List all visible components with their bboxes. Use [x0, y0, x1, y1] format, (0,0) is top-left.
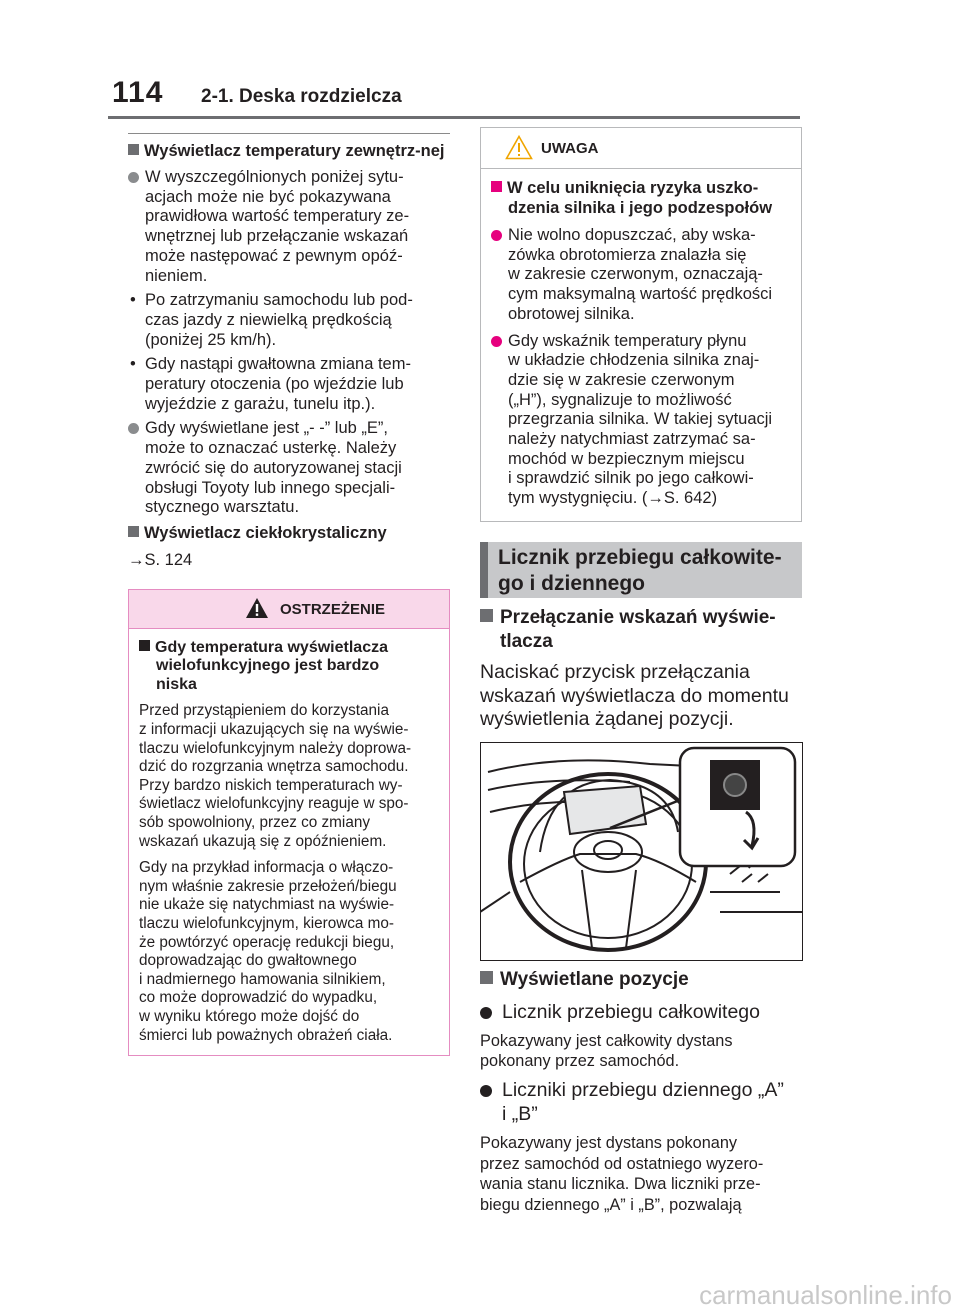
- page-number: 114: [112, 76, 164, 109]
- odometer-item: Licznik przebiegu całkowitego: [480, 1001, 802, 1025]
- bullet-icon: •: [130, 355, 136, 374]
- square-bullet-icon: [128, 144, 139, 155]
- warning-box: [128, 589, 450, 1056]
- trip-meter-item: Liczniki przebiegu dziennego „A” i „B”: [480, 1079, 802, 1126]
- square-bullet-icon: [480, 971, 493, 984]
- warning-body: [129, 629, 449, 1055]
- caution-header: [481, 128, 801, 169]
- displayed-items-heading: Wyświetlane pozycje: [480, 968, 802, 992]
- switch-display-paragraph: Naciskać przycisk przełączania wskazań wyświetlacza do momentu wyświetlenia żądanej pozycji.: [480, 661, 789, 730]
- outside-temp-section: [128, 133, 450, 570]
- square-bullet-icon: [139, 640, 150, 651]
- warning-paragraph-2: Gdy na przykład informacja o włączo- nym właśnie zakresie przełożeń/biegu nie ukaże się natychmiast na wyświe- tlaczu wielofunkcyjnym, kierowca mo- że powtórzyć operację redukcji biegu, doprowadzając do gwałtownego i nadmiernego hamowania silnikiem, co może doprowadzić do wypadku, w wyniku którego może dojść do śmierci lub poważnych obrażeń ciała.: [139, 859, 397, 1044]
- dot-bullet-icon: [491, 336, 502, 347]
- section-title: 2-1. Deska rozdzielcza: [201, 86, 402, 107]
- displayed-items-section: [480, 968, 802, 1216]
- odometer-section: [480, 606, 802, 732]
- caution-heading: W celu uniknięcia ryzyka uszko- dzenia silnika i jego podzespołów: [491, 179, 791, 218]
- warning-paragraph-1: Przed przystąpieniem do korzystania z informacji ukazujących się na wyświe- tlaczu wielofunkcyjnym należy doprowa- dzić do rozgrzania wnętrza samochodu. Przy bardzo niskich temperaturach wy- świetlacz wielofunkcyjny reaguje w spo- sób spowolniony, przez co zmiany wskazań ukazują się z opóźnieniem.: [139, 702, 412, 850]
- trip-meter-description: Pokazywany jest dystans pokonany przez samochód od ostatniego wyzero- wania stanu licznika. Dwa liczniki prze- biegu dziennego „A” i „B”, pozwalają: [480, 1134, 764, 1215]
- warning-title: OSTRZEŻENIE: [280, 600, 386, 618]
- outside-temp-heading: Wyświetlacz temperatury zewnętrz-nej: [128, 142, 450, 161]
- steering-wheel-illustration: [480, 742, 803, 961]
- lcd-heading: Wyświetlacz ciekłokrystaliczny: [128, 524, 450, 543]
- square-bullet-icon: [128, 526, 139, 537]
- odometer-section-heading: Licznik przebiegu całkowite- go i dziennego: [480, 542, 802, 598]
- caution-box-wrapper: [480, 127, 802, 522]
- outside-temp-note: W wyszczególnionych poniżej sytu- acjach może nie być pokazywana prawidłowa wartość temperatury ze- wnętrznej lub przełączanie wskazań może następować z pewnym opóź- nieniem.: [128, 168, 450, 286]
- square-bullet-icon: [480, 609, 493, 622]
- dot-bullet-icon: [128, 172, 139, 183]
- square-bullet-icon: [491, 181, 502, 192]
- warning-triangle-icon: [245, 597, 269, 619]
- left-column: [128, 133, 450, 1056]
- dot-bullet-icon: [491, 230, 502, 241]
- dot-bullet-icon: [128, 423, 139, 434]
- caution-coolant-note: Gdy wskaźnik temperatury płynu w układzie chłodzenia silnika znaj- dzie się w zakresie czerwonym („H”), sygnalizuje to możliwość przegrzania silnika. W takiej sytuacji należy natychmiast zatrzymać sa- mochód w bezpiecznym miejscu i sprawdzić silnik po jego całkowi- tym wystygnięciu. (→S. 642): [491, 332, 791, 509]
- caution-box: [480, 127, 802, 522]
- header-rule: [108, 116, 800, 119]
- caution-tachometer-note: Nie wolno dopuszczać, aby wska- zówka obrotomierza znalazła się w zakresie czerwonym, oznaczają- cym maksymalną wartość prędkości obrotowej silnika.: [491, 226, 791, 325]
- switch-display-heading: Przełączanie wskazań wyświe- tlacza: [480, 606, 802, 653]
- dot-bullet-icon: [480, 1085, 492, 1097]
- caution-title: UWAGA: [541, 140, 599, 157]
- warning-heading: Gdy temperatura wyświetlacza wielofunkcyjnego jest bardzo niska: [139, 639, 439, 695]
- bullet-item-low-speed: • Po zatrzymaniu samochodu lub pod- czas jazdy z niewielką prędkością (poniżej 25 km/h).: [130, 291, 413, 349]
- warning-header: [129, 590, 449, 629]
- watermark-text: carmanualsonline.info: [699, 1280, 952, 1310]
- odometer-description: Pokazywany jest całkowity dystans pokonany przez samochód.: [480, 1032, 733, 1070]
- caution-triangle-icon: [505, 135, 533, 160]
- malfunction-note: Gdy wyświetlane jest „- -” lub „E”, może to oznaczać usterkę. Należy zwrócić się do autoryzowanej stacji obsługi Toyoty lub innego specjali- stycznego warsztatu.: [128, 419, 450, 518]
- caution-body: [481, 169, 801, 521]
- bullet-item-temp-change: • Gdy nastąpi gwałtowna zmiana tem- peratury otoczenia (po wjeździe lub wyjeździe z garażu, tunelu itp.).: [130, 355, 411, 413]
- lcd-page-reference: →S. 124: [128, 550, 193, 569]
- dot-bullet-icon: [480, 1007, 492, 1019]
- bullet-icon: •: [130, 291, 136, 310]
